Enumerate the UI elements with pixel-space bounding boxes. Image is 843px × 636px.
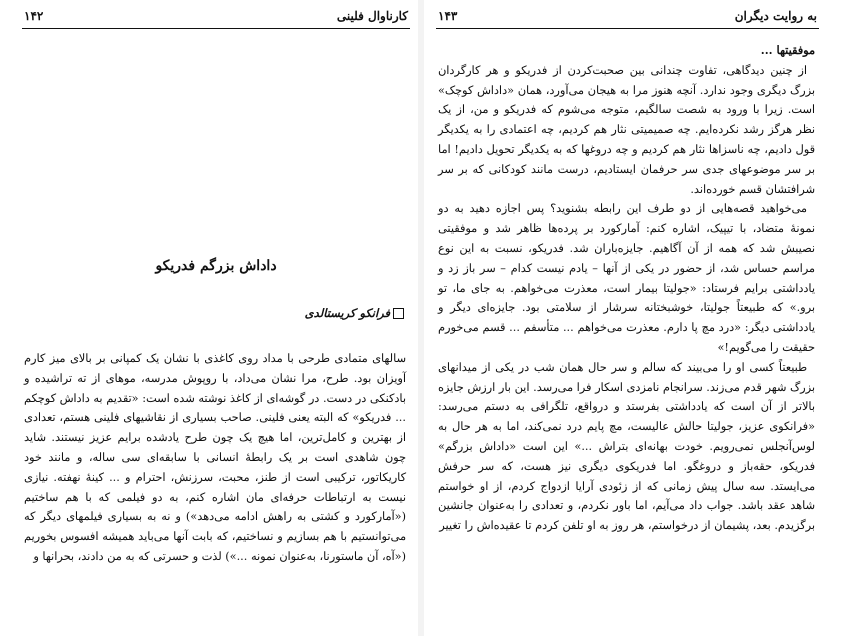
left-page-body (24, 349, 406, 567)
left-paragraph: سالهای متمادی طرحی با مداد روی کاغذی با نشان یک کمپانی بر بالای میز کارم آویزان بود. طرح، مرا نشان می‌داد، با روپوش مدرسه، موهای از ته تراشیده و بادکنکی در دست. در گوشه‌ای از کاغذ نوشته شده است: «تقدیم به داداش کوچکم ... فدریکو» که البته یعنی فلینی. صاحب بسیاری از نقاشیهای فلینی هستم، تعدادی از بهترین و کامل‌ترین، اما هیچ یک چون طرح یادشده برایم عزیز نیستند. شاید چون شاهدی است بر یک رابطهٔ انسانی با سابقه‌ای سی ساله، و مانند خود کاریکاتور، ترکیبی است از طنز، محبت، سرزنش، احترام و ... کینهٔ نهفته. نیازی نیست به ارتباطات حرفه‌ای مان اشاره کنم، به دو فیلمی که با هم ساختیم («آمارکورد و کشتی به راهش ادامه می‌دهد») و نه به بسیاری فیلمهای دیگر که می‌توانستیم با هم بسازیم و نساختیم، که بابت آنها می‌باید همیشه افسوس بخوریم («آه، آن ماستورنا، به‌عنوان نمونه ...») لذت و حسرتی که به من دادند، بحرانها و (24, 352, 406, 563)
right-page (424, 0, 843, 636)
author-name: فرانکو کریستالدی (304, 306, 390, 320)
left-page-number: ۱۴۲ (24, 9, 44, 23)
checkbox-icon (393, 308, 404, 319)
section-subhead: موفقیتها ... (760, 43, 815, 57)
chapter-title: داداش بزرگم فدریکو (155, 258, 277, 274)
left-header-rule (22, 28, 410, 29)
right-page-title: به روایت دیگران (734, 9, 817, 23)
right-paragraph-3: طبیعتاً کسی او را می‌بیند که سالم و سر حال همان شب در یکی از میدانهای بزرگ شهر قدم می‌زند. سرانجام نامزدی اسکار فرا می‌رسد. این بار ارزش جایزه بالاتر از آن است که یادداشتی بفرستد و درواقع، تلگرافی به دستم می‌رسد: «فرانکوی عزیز، جولیتا حالش عالیست، مچ پایم درد نمی‌کند، اما به هر حال به لوس‌آنجلس نمی‌رویم. خودت بهانه‌ای بتراش ...» این است «داداش بزرگم» فدریکو، حقه‌باز و دروغگو. اما فدریکوی دیگری نیز هست، که سر حرفش می‌ایستد. سه سال پیش زمانی که از زئودی آرایا ازدواج کردم، از او خواستم شاهد عقد باشد. جواب داد می‌آیم، اما باور نکردم، و تعدادی را به‌عنوان جانشین برگزیدم. بعد، پشیمان از درخواستم، هر روز به او تلفن کردم تا عقیده‌اش را تغییر (438, 360, 815, 533)
left-page (0, 0, 419, 636)
right-page-body (438, 41, 815, 536)
right-header-rule (436, 28, 819, 29)
right-page-header (438, 6, 817, 26)
left-page-title: کارناوال فلینی (336, 9, 408, 23)
right-page-number: ۱۴۳ (438, 9, 458, 23)
right-paragraph-1: از چنین دیدگاهی، تفاوت چندانی بین صحبت‌کردن از فدریکو و هر کارگردان بزرگ دیگری وجود ندارد. آنچه هنوز مرا به هیجان می‌آورد، همان «داداش کوچک» است. زیرا با ورود به شصت سالگیم، متوجه می‌شوم که فدریکو و من، از یک نظر هرگز رشد نکرده‌ایم. چه صمیمیتی نثار هم کردیم، چه اعتمادی را به یکدیگر قول دادیم، چه ناسزاها نثار هم کردیم و چه دروغها که به یکدیگر تحویل دادیم! اما بر سر موضوعهای جدی سر حرفمان ایستادیم، درست مانند کودکانی که بر سر شرافتشان قسم خورده‌اند. (438, 63, 815, 196)
left-page-header (24, 6, 408, 26)
author-line (305, 306, 404, 320)
right-paragraph-2: می‌خواهید قصه‌هایی از دو طرف این رابطه بشنوید؟ پس اجازه دهید به دو نمونهٔ متضاد، با تیپیک، اشاره کنم: آمارکورد بر پرده‌ها ظاهر شد و موفقیتی نصیبش شد که همه از آن آگاهیم. جایزه‌باران شد. فدریکو، نسبت به این نوع مراسم حساس شد، از حضور در یکی از آنها – یادم نیست کدام – سر باز زد و یادداشتی برایم فرستاد: «جولیتا بیمار است، معذرت می‌خواهم. به جای ما، تو برو.» که طبیعتاً جولیتا، خوشبختانه سرشار از سلامتی بود. جایزه‌ای دیگر و یادداشتی دیگر: «درد مچ پا دارم. معذرت می‌خواهم ... متأسفم ... قسم می‌خورم حقیقت را می‌گویم!» (438, 202, 815, 354)
